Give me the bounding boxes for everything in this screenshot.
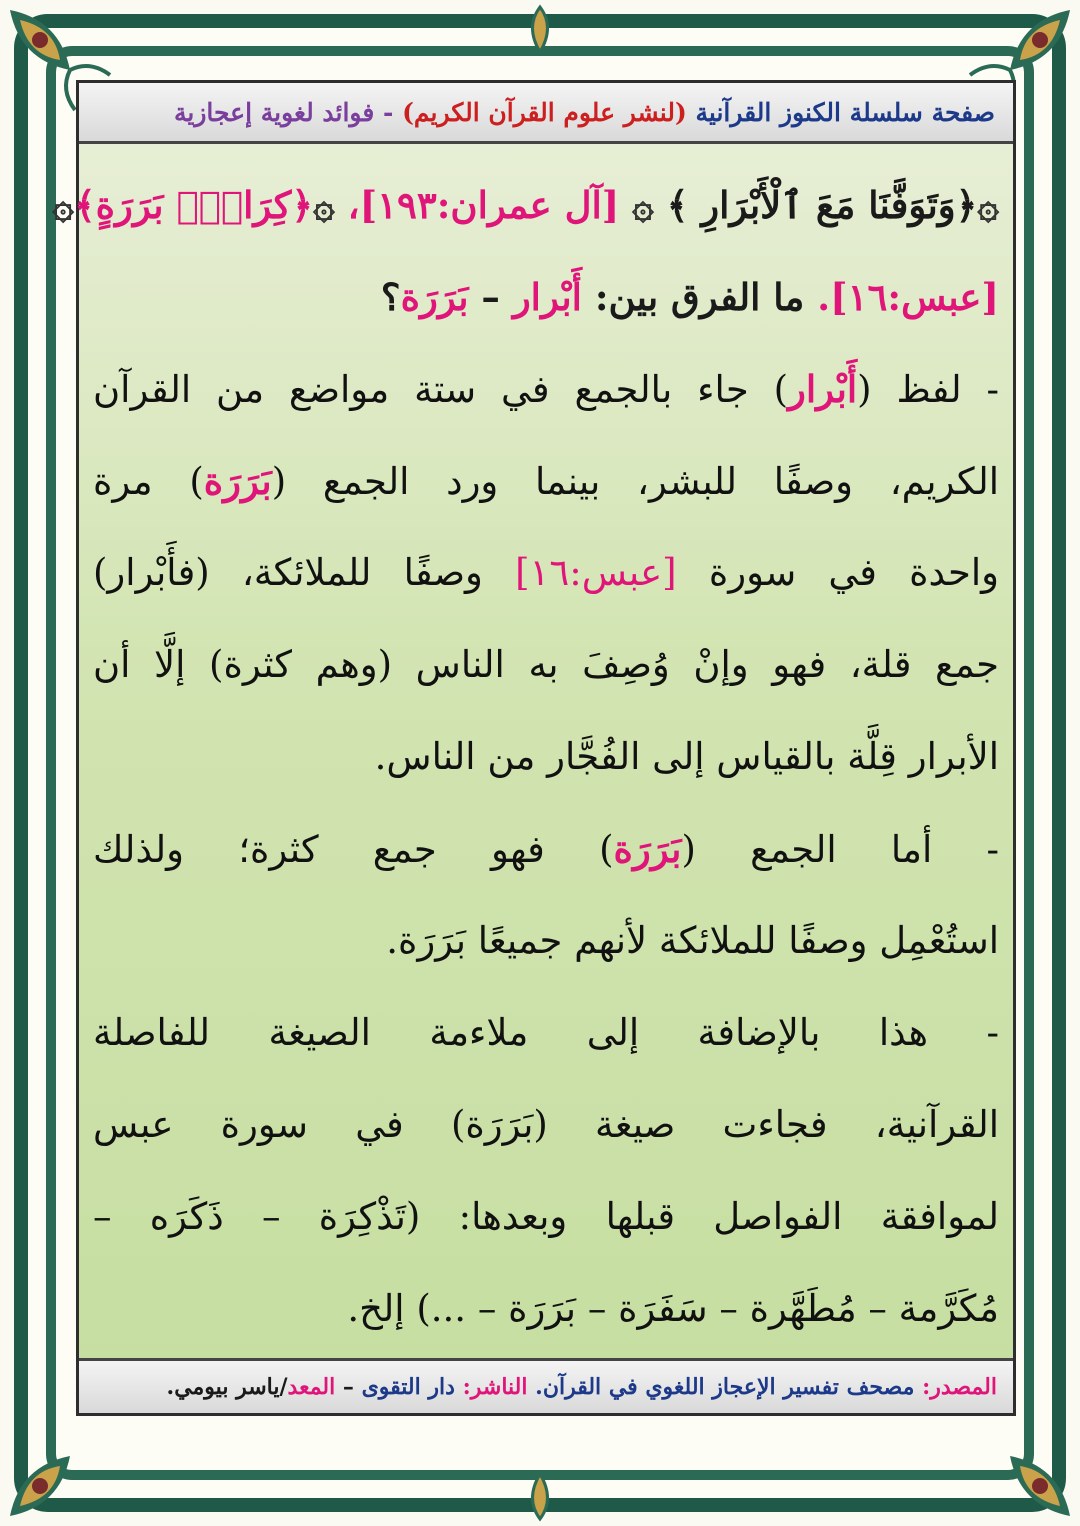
prepared-by-label: المعد bbox=[287, 1374, 336, 1400]
top-ornament-icon bbox=[510, 2, 570, 62]
title-line-2: [عبس:١٦]. ما الفرق بين: أَبْرار – بَرَرَة؟ bbox=[380, 275, 999, 319]
word-bararah: بَرَرَة bbox=[400, 275, 469, 319]
page-header bbox=[79, 83, 1013, 144]
header-topic: - فوائد لغوية إعجازية bbox=[173, 97, 394, 127]
word-abrar: أَبْرار bbox=[512, 275, 582, 319]
corner-ornament-icon bbox=[0, 1406, 120, 1526]
paragraph-line: - هذا بالإضافة إلى ملاءمة الصيغة للفاصلة bbox=[93, 1011, 999, 1054]
source-label: المصدر: bbox=[922, 1374, 997, 1400]
source-value: مصحف تفسير الإعجاز اللغوي في القرآن. bbox=[535, 1374, 915, 1400]
paragraph-line: الكريم، وصفًا للبشر، بينما ورد الجمع (بَرَرَة) مرة bbox=[93, 459, 999, 503]
verse-ref-2: [عبس:١٦]. bbox=[817, 275, 999, 319]
bottom-ornament-icon bbox=[510, 1464, 570, 1524]
paragraph-line: لموافقة الفواصل قبلها وبعدها: (تَذْكِرَة – ذَكَرَه – bbox=[93, 1195, 999, 1238]
header-series: صفحة سلسلة الكنوز القرآنية bbox=[695, 97, 995, 127]
paragraph-line: استُعْمِل وصفًا للملائكة لأنهم جميعًا بَرَرَة. bbox=[386, 919, 999, 962]
paragraph-line: جمع قلة، فهو وإنْ وُصِفَ به الناس (وهم كثرة) إلَّا أن bbox=[93, 643, 999, 686]
paragraph-line: مُكَرَّمة – مُطَهَّرة – سَفَرَة – بَرَرَة – ...) إلخ. bbox=[347, 1287, 999, 1330]
publisher-label: الناشر: bbox=[462, 1374, 528, 1400]
corner-ornament-icon bbox=[960, 1406, 1080, 1526]
title-line-1: ۞﴿وَتَوَفَّنَا مَعَ ٱلْأَبْرَارِ ﴾ ۞ [آل عمران:١٩٣]، ۞﴿كِرَامِۭ بَرَرَةٍ﴾۞ bbox=[52, 183, 999, 227]
paragraph-line: الأبرار قِلَّة بالقياس إلى الفُجَّار من الناس. bbox=[374, 735, 999, 778]
paragraph-line: القرآنية، فجاءت صيغة (بَرَرَة) في سورة عبس bbox=[93, 1103, 999, 1146]
content-card bbox=[52, 80, 1016, 1416]
verse-ref-1: [آل عمران:١٩٣]، bbox=[347, 183, 620, 227]
header-purpose: (لنشر علوم القرآن الكريم) bbox=[402, 97, 687, 127]
publisher-value: دار التقوى bbox=[361, 1374, 455, 1400]
paragraph-line: - أما الجمع (بَرَرَة) فهو جمع كثرة؛ ولذلك bbox=[93, 827, 999, 871]
verse-2: ﴿كِرَامِۭ بَرَرَةٍ﴾ bbox=[73, 183, 314, 227]
paragraph-line: - لفظ (أَبْرار) جاء بالجمع في ستة مواضع من القرآن bbox=[93, 367, 1000, 411]
paragraph-line: واحدة في سورة [عبس:١٦] وصفًا للملائكة، (فأَبْرار) bbox=[93, 551, 999, 594]
article-body bbox=[52, 147, 1013, 1355]
verse-1: ﴿وَتَوَفَّنَا مَعَ ٱلْأَبْرَارِ ﴾ bbox=[666, 183, 978, 227]
page-footer: المصدر: مصحف تفسير الإعجاز اللغوي في القرآن. الناشر: دار التقوى – المعد /ياسر بيومي. bbox=[79, 1358, 1013, 1413]
prepared-by-value: /ياسر بيومي. bbox=[166, 1374, 288, 1400]
question-text: ما الفرق بين: bbox=[594, 275, 805, 319]
